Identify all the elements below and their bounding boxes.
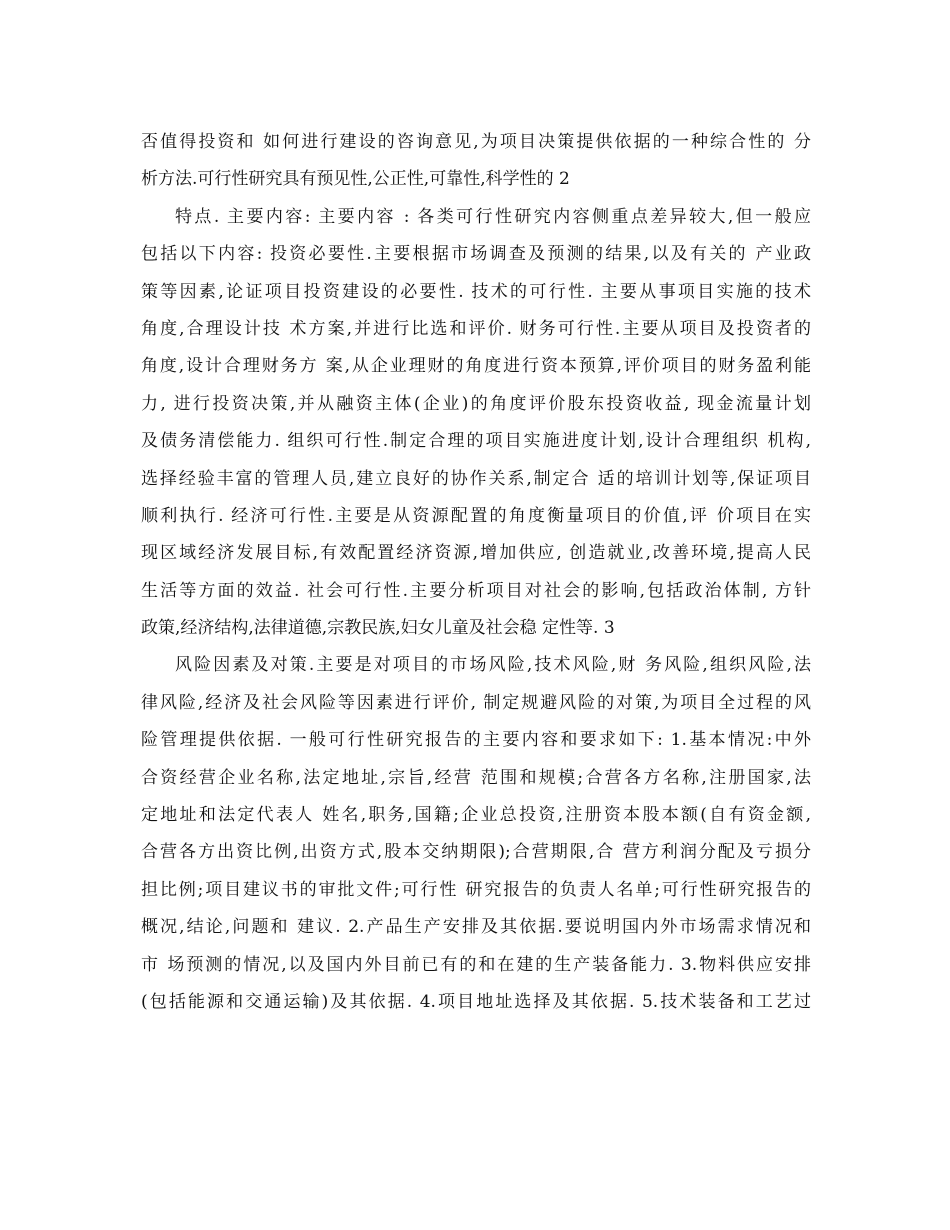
text-line-content: 律风险,经济及社会风险等因素进行评价, 制定规避风险的对策,为项目全过程的风: [141, 692, 811, 713]
text-line-content: 现区域经济发展目标,有效配置经济资源,增加供应, 创造就业,改善环境,提高人民: [141, 543, 811, 564]
text-line: [141, 199, 811, 236]
text-line-content: 特点. 主要内容: 主要内容 : 各类可行性研究内容侧重点差异较大,但一般应: [175, 206, 811, 227]
text-line: [141, 535, 811, 572]
document-body: [141, 124, 811, 1021]
text-line: [141, 909, 811, 946]
text-line-content: 顺利执行. 经济可行性.主要是从资源配置的角度衡量项目的价值,评 价项目在实: [141, 505, 811, 526]
text-line: [141, 573, 811, 610]
text-line: [141, 722, 811, 759]
text-line: [141, 872, 811, 909]
text-line-content: 策等因素,论证项目投资建设的必要性. 技术的可行性. 主要从事项目实施的技术: [141, 281, 811, 302]
text-line: [141, 647, 811, 684]
text-line: [141, 236, 811, 273]
text-line-content: 担比例;项目建议书的审批文件;可行性 研究报告的负责人名单;可行性研究报告的: [141, 879, 811, 900]
text-line-content: 选择经验丰富的管理人员,建立良好的协作关系,制定合 适的培训计划等,保证项目: [141, 468, 811, 489]
text-line: [141, 834, 811, 871]
text-line-content: 市 场预测的情况,以及国内外目前已有的和在建的生产装备能力. 3.物料供应安排: [141, 954, 811, 975]
text-line-content: 及债务清偿能力. 组织可行性.制定合理的项目实施进度计划,设计合理组织 机构,: [141, 431, 811, 452]
text-line-content: 角度,设计合理财务方 案,从企业理财的角度进行资本预算,评价项目的财务盈利能: [141, 356, 811, 377]
text-line: [141, 760, 811, 797]
text-line: [141, 423, 811, 460]
text-line-content: 险管理提供依据. 一般可行性研究报告的主要内容和要求如下: 1.基本情况:中外: [141, 730, 811, 751]
text-line: [141, 348, 811, 385]
text-line: [141, 498, 811, 535]
text-line-content: (包括能源和交通运输)及其依据. 4.项目地址选择及其依据. 5.技术装备和工艺过: [141, 991, 811, 1012]
text-line-content: 否值得投资和 如何进行建设的咨询意见,为项目决策提供依据的一种综合性的 分: [141, 132, 811, 152]
text-line-content: 角度,合理设计技 术方案,并进行比选和评价. 财务可行性.主要从项目及投资者的: [141, 318, 811, 339]
text-line: [141, 685, 811, 722]
text-line-content: 定地址和法定代表人 姓名,职务,国籍;企业总投资,注册资本股本额(自有资金额,: [141, 805, 811, 826]
text-line: 析方法.可行性研究具有预见性,公正性,可靠性,科学性的 2: [141, 169, 570, 190]
text-line-content: 概况,结论,问题和 建议. 2.产品生产安排及其依据.要说明国内外市场需求情况和: [141, 917, 811, 938]
text-line: [141, 124, 811, 161]
text-line: [141, 797, 811, 834]
text-line: [141, 947, 811, 984]
text-line-content: 包括以下内容: 投资必要性.主要根据市场调查及预测的结果,以及有关的 产业政: [141, 244, 811, 265]
text-line: [141, 274, 811, 311]
text-line-content: 力, 进行投资决策,并从融资主体(企业)的角度评价股东投资收益, 现金流量计划: [141, 393, 811, 414]
text-line: [141, 311, 811, 348]
text-line-content: 合资经营企业名称,法定地址,宗旨,经营 范围和规模;合营各方名称,注册国家,法: [141, 767, 811, 788]
text-line: [141, 386, 811, 423]
text-line-content: 合营各方出资比例,出资方式,股本交纳期限);合营期限,合 营方利润分配及亏损分: [141, 842, 811, 863]
text-line: [141, 461, 811, 498]
text-line-content: 生活等方面的效益. 社会可行性.主要分析项目对社会的影响,包括政治体制, 方针: [141, 580, 811, 601]
text-line: 政策,经济结构,法律道德,宗教民族,妇女儿童及社会稳 定性等. 3: [141, 618, 615, 639]
text-line: [141, 984, 811, 1021]
text-line-content: 风险因素及对策.主要是对项目的市场风险,技术风险,财 务风险,组织风险,法: [175, 655, 811, 676]
